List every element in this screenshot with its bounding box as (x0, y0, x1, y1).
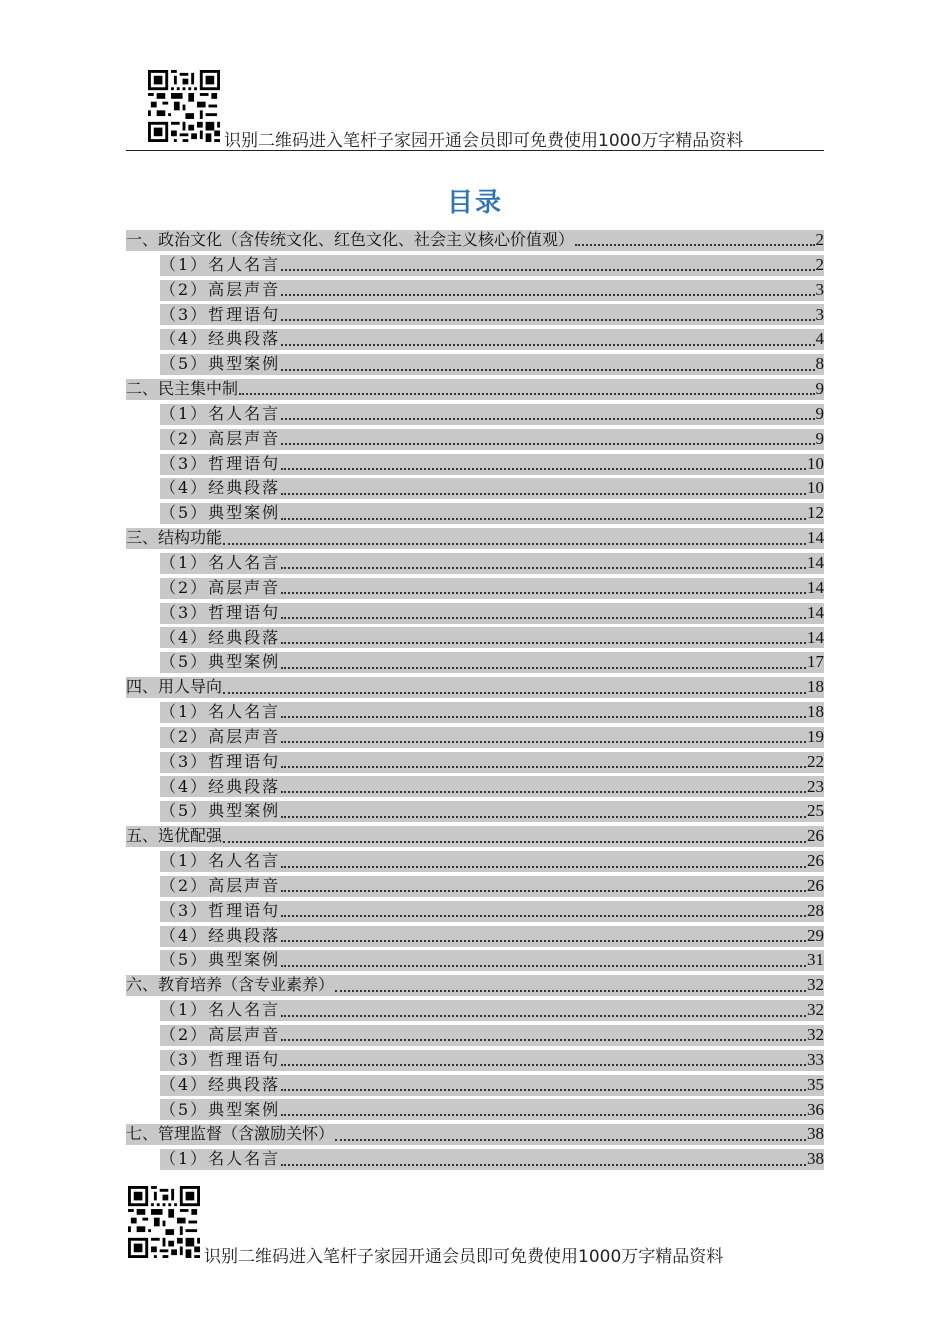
toc-entry-highlight (160, 503, 824, 524)
toc-entry-label: （3）哲理语句 (160, 900, 281, 920)
toc-page-number: 2 (815, 254, 824, 274)
header-qr-svg (148, 70, 220, 142)
toc-subsection-entry[interactable] (126, 551, 824, 576)
toc-page-number: 32 (807, 1025, 824, 1044)
toc-entry-highlight (160, 404, 824, 425)
toc-entry-highlight (126, 528, 824, 549)
toc-entry-highlight (160, 627, 824, 648)
toc-entry-highlight (160, 429, 824, 450)
toc-entry-highlight (126, 379, 824, 400)
toc-section-entry[interactable] (126, 824, 824, 849)
toc-entry-label: 六、教育培养（含专业素养） (126, 975, 335, 995)
toc-entry-label: （2）高层声音 (160, 875, 281, 895)
toc-section-entry[interactable] (126, 377, 824, 402)
toc-entry-label: （1）名人名言 (160, 254, 281, 274)
toc-page-number: 3 (815, 304, 824, 324)
toc-dot-leader (281, 926, 806, 942)
footer-qr-svg (128, 1186, 200, 1258)
toc-dot-leader (281, 355, 814, 371)
toc-subsection-entry[interactable] (126, 278, 824, 303)
toc-subsection-entry[interactable] (126, 327, 824, 352)
toc-entry-label: （3）哲理语句 (160, 453, 281, 473)
toc-subsection-entry[interactable] (126, 303, 824, 328)
toc-entry-label: （4）经典段落 (160, 1074, 281, 1094)
toc-entry-highlight (160, 1075, 824, 1096)
toc-subsection-entry[interactable] (126, 948, 824, 973)
toc-entry-label: 一、政治文化（含传统文化、红色文化、社会主义核心价值观） (126, 230, 575, 249)
toc-entry-highlight (160, 304, 824, 325)
toc-entry-highlight (160, 950, 824, 971)
toc-entry-highlight (160, 255, 824, 276)
toc-subsection-entry[interactable] (126, 601, 824, 626)
header-rule (126, 150, 824, 151)
toc-entry-highlight (160, 1025, 824, 1046)
toc-entry-label: （3）哲理语句 (160, 1049, 281, 1069)
toc-entry-label: （2）高层声音 (160, 577, 281, 597)
toc-entry-label: （4）经典段落 (160, 776, 281, 796)
toc-dot-leader (281, 628, 806, 644)
toc-entry-label: （1）名人名言 (160, 1149, 281, 1169)
toc-entry-highlight (160, 727, 824, 748)
toc-page-number: 31 (807, 950, 824, 970)
toc-subsection-entry[interactable] (126, 1073, 824, 1098)
toc-entry-label: （1）名人名言 (160, 1000, 281, 1020)
toc-section-entry[interactable] (126, 675, 824, 700)
toc-dot-leader (223, 678, 806, 694)
toc-entry-highlight (160, 652, 824, 673)
toc-subsection-entry[interactable] (126, 650, 824, 675)
toc-subsection-entry[interactable] (126, 1098, 824, 1123)
toc-entry-label: 七、管理监督（含激励关怀） (126, 1124, 335, 1144)
toc-entry-label: 五、选优配强 (126, 826, 223, 846)
toc-page-number: 10 (807, 453, 824, 473)
toc-subsection-entry[interactable] (126, 1048, 824, 1073)
toc-subsection-entry[interactable] (126, 452, 824, 477)
toc-dot-leader (281, 901, 806, 917)
toc-entry-label: （5）典型案例 (160, 1099, 281, 1119)
toc-page-number: 8 (815, 354, 824, 374)
toc-entry-label: （1）名人名言 (160, 851, 281, 871)
toc-page-number: 19 (807, 726, 824, 746)
toc-entry-highlight (160, 478, 824, 499)
toc-dot-leader (281, 578, 806, 594)
table-of-contents (126, 228, 824, 1172)
toc-entry-highlight (160, 454, 824, 475)
toc-dot-leader (281, 504, 806, 520)
toc-section-entry[interactable] (126, 228, 824, 253)
toc-page-number: 9 (815, 428, 824, 448)
toc-page-number: 18 (807, 677, 824, 697)
toc-entry-highlight (160, 851, 824, 872)
toc-subsection-entry[interactable] (126, 725, 824, 750)
toc-entry-highlight (160, 752, 824, 773)
toc-dot-leader (281, 1001, 806, 1017)
toc-entry-label: （2）高层声音 (160, 279, 281, 299)
toc-page-number: 18 (807, 702, 824, 722)
toc-entry-highlight (160, 876, 824, 897)
toc-entry-highlight (160, 1000, 824, 1021)
toc-section-entry[interactable] (126, 1122, 824, 1147)
toc-entry-highlight (160, 553, 824, 574)
toc-entry-label: （5）典型案例 (160, 801, 281, 821)
toc-page-number: 35 (807, 1074, 824, 1094)
toc-page-number: 25 (807, 801, 824, 821)
toc-entry-highlight (160, 1149, 824, 1170)
toc-entry-label: （3）哲理语句 (160, 304, 281, 324)
toc-subsection-entry[interactable] (126, 998, 824, 1023)
qr-code-icon[interactable] (148, 70, 220, 142)
header-promo-text: 识别二维码进入笔杆子家园开通会员即可免费使用1000万字精品资料 (224, 131, 744, 151)
toc-page-number: 28 (807, 900, 824, 920)
toc-dot-leader (281, 454, 806, 470)
toc-subsection-entry[interactable] (126, 402, 824, 427)
toc-subsection-entry[interactable] (126, 874, 824, 899)
toc-page-number: 26 (807, 875, 824, 895)
toc-page-number: 12 (807, 503, 824, 523)
toc-dot-leader (281, 653, 806, 669)
toc-subsection-entry[interactable] (126, 626, 824, 651)
page-title: 目录 (446, 188, 503, 218)
toc-dot-leader (281, 330, 814, 346)
toc-dot-leader (281, 255, 814, 271)
toc-subsection-entry[interactable] (126, 427, 824, 452)
toc-page-number: 26 (807, 826, 824, 846)
toc-dot-leader (335, 1125, 806, 1141)
toc-dot-leader (281, 876, 806, 892)
toc-subsection-entry[interactable] (126, 253, 824, 278)
toc-dot-leader (281, 305, 814, 321)
toc-page-number: 3 (815, 279, 824, 299)
toc-entry-highlight (126, 230, 824, 251)
toc-entry-label: （1）名人名言 (160, 403, 281, 423)
footer-promo-text: 识别二维码进入笔杆子家园开通会员即可免费使用1000万字精品资料 (204, 1247, 724, 1267)
toc-dot-leader (223, 529, 806, 545)
toc-subsection-entry[interactable] (126, 899, 824, 924)
page-header (126, 70, 824, 150)
toc-entry-label: （5）典型案例 (160, 950, 281, 970)
toc-entry-label: （4）经典段落 (160, 329, 281, 349)
toc-page-number: 2 (815, 230, 824, 249)
toc-dot-leader (281, 603, 806, 619)
toc-page-number: 14 (807, 627, 824, 647)
toc-entry-highlight (160, 603, 824, 624)
toc-entry-label: （3）哲理语句 (160, 602, 281, 622)
toc-dot-leader (281, 1050, 806, 1066)
toc-entry-highlight (126, 1124, 824, 1145)
toc-entry-label: （2）高层声音 (160, 428, 281, 448)
toc-entry-highlight (160, 354, 824, 375)
toc-entry-highlight (160, 280, 824, 301)
toc-page-number: 9 (815, 403, 824, 423)
toc-subsection-entry[interactable] (126, 1023, 824, 1048)
toc-entry-label: （1）名人名言 (160, 702, 281, 722)
toc-subsection-entry[interactable] (126, 849, 824, 874)
toc-page-number: 9 (815, 379, 824, 399)
toc-entry-label: （2）高层声音 (160, 726, 281, 746)
toc-subsection-entry[interactable] (126, 476, 824, 501)
toc-dot-leader (281, 777, 806, 793)
toc-page-number: 14 (807, 552, 824, 572)
toc-page-number: 36 (807, 1099, 824, 1119)
toc-subsection-entry[interactable] (126, 775, 824, 800)
toc-entry-label: （5）典型案例 (160, 354, 281, 374)
toc-page-number: 32 (807, 1000, 824, 1020)
toc-page-number: 38 (807, 1124, 824, 1144)
toc-dot-leader (281, 553, 806, 569)
toc-subsection-entry[interactable] (126, 799, 824, 824)
toc-page-number: 14 (807, 577, 824, 597)
toc-entry-highlight (126, 677, 824, 698)
toc-page-number: 14 (807, 528, 824, 548)
toc-dot-leader (575, 230, 814, 246)
toc-dot-leader (281, 727, 806, 743)
toc-entry-label: 二、民主集中制 (126, 379, 239, 399)
toc-entry-highlight (126, 975, 824, 996)
toc-page-number: 26 (807, 851, 824, 871)
toc-entry-highlight (126, 826, 824, 847)
toc-entry-highlight (160, 1050, 824, 1071)
toc-entry-label: （3）哲理语句 (160, 751, 281, 771)
toc-page-number: 38 (807, 1149, 824, 1169)
toc-dot-leader (281, 951, 806, 967)
toc-entry-highlight (160, 578, 824, 599)
toc-page-number: 14 (807, 602, 824, 622)
toc-page-number: 29 (807, 925, 824, 945)
toc-dot-leader (281, 1150, 806, 1166)
toc-entry-highlight (160, 776, 824, 797)
page-footer (126, 1186, 824, 1266)
toc-page-number: 22 (807, 751, 824, 771)
toc-section-entry[interactable] (126, 973, 824, 998)
toc-entry-label: （2）高层声音 (160, 1025, 281, 1044)
toc-entry-label: 四、用人导向 (126, 677, 223, 697)
toc-entry-label: 三、结构功能 (126, 528, 223, 548)
toc-page-number: 4 (815, 329, 824, 349)
toc-subsection-entry[interactable] (126, 576, 824, 601)
toc-subsection-entry[interactable] (126, 750, 824, 775)
toc-entry-highlight (160, 1099, 824, 1120)
toc-dot-leader (281, 852, 806, 868)
toc-page-number: 33 (807, 1049, 824, 1069)
qr-code-icon[interactable] (128, 1186, 200, 1258)
toc-dot-leader (281, 1100, 806, 1116)
toc-entry-highlight (160, 801, 824, 822)
toc-entry-label: （5）典型案例 (160, 652, 281, 672)
toc-entry-highlight (160, 329, 824, 350)
toc-subsection-entry[interactable] (126, 700, 824, 725)
toc-dot-leader (281, 1075, 806, 1091)
toc-entry-label: （5）典型案例 (160, 503, 281, 523)
toc-dot-leader (335, 976, 806, 992)
toc-page-number: 10 (807, 478, 824, 498)
toc-entry-highlight (160, 926, 824, 947)
toc-section-entry[interactable] (126, 526, 824, 551)
toc-subsection-entry[interactable] (126, 1147, 824, 1172)
toc-entry-label: （1）名人名言 (160, 552, 281, 572)
toc-page-number: 32 (807, 975, 824, 995)
toc-dot-leader (239, 379, 814, 395)
toc-subsection-entry[interactable] (126, 352, 824, 377)
toc-dot-leader (281, 429, 814, 445)
toc-entry-label: （4）经典段落 (160, 925, 281, 945)
toc-page-number: 23 (807, 776, 824, 796)
toc-entry-label: （4）经典段落 (160, 627, 281, 647)
toc-dot-leader (281, 702, 806, 718)
toc-subsection-entry[interactable] (126, 924, 824, 949)
toc-dot-leader (281, 752, 806, 768)
toc-dot-leader (281, 1025, 806, 1041)
toc-page-number: 17 (807, 652, 824, 672)
toc-dot-leader (281, 280, 814, 296)
toc-entry-highlight (160, 901, 824, 922)
toc-entry-highlight (160, 702, 824, 723)
toc-dot-leader (281, 404, 814, 420)
toc-subsection-entry[interactable] (126, 501, 824, 526)
toc-dot-leader (223, 827, 806, 843)
toc-entry-label: （4）经典段落 (160, 478, 281, 498)
toc-dot-leader (281, 479, 806, 495)
toc-dot-leader (281, 802, 806, 818)
